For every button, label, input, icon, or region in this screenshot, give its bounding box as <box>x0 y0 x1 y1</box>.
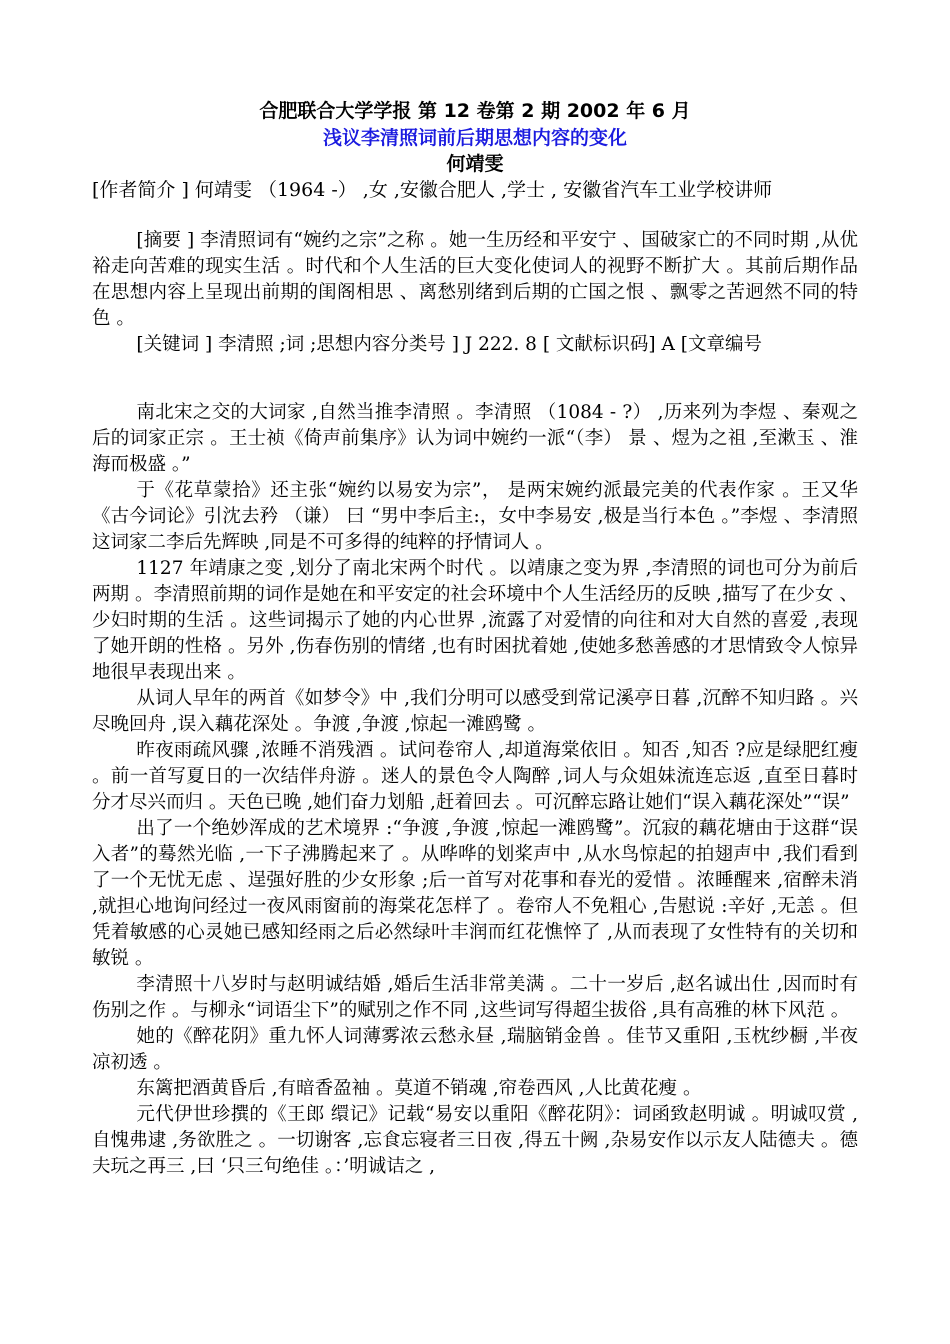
journal-header: 合肥联合大学学报 第 12 卷第 2 期 2002 年 6 月 <box>259 100 691 122</box>
body-paragraph-10: 元代伊世珍撰的《王郎 缳记》记载“易安以重阳《醉花阴》：词函致赵明诚 。明诚叹赏 ,自愧弗逮 ,务欲胜之 。一切谢客 ,忘食忘寝者三日夜 ,得五十阙 ,杂易安作以示友人陆德夫 。德夫玩之再三 ,曰 ‘只三句绝佳 。：’明诚诘之 , <box>92 1104 858 1177</box>
spacer <box>92 358 858 400</box>
body-paragraph-7: 李清照十八岁时与赵明诚结婚 ,婚后生活非常美满 。二十一岁后 ,赵名诚出仕 ,因而时有伤别之作 。与柳永“词语尘下”的赋别之作不同 ,这些词写得超尘拔俗 ,具有高雅的林下风范 。 <box>92 974 858 1021</box>
author-intro: [作者简介 ] 何靖雯 （1964 -） ,女 ,安徽合肥人 ,学士 , 安徽省汽车工业学校讲师 <box>92 179 773 201</box>
article-author: 何靖雯 <box>446 153 504 175</box>
body-paragraph-3: 1127 年靖康之变 ,划分了南北宋两个时代 。以靖康之变为界 ,李清照的词也可分为前后两期 。李清照前期的词作是她在和平安定的社会环境中个人生活经历的反映 ,描写了在少女 、少妇时期的生活 。这些词揭示了她的内心世界 ,流露了对爱情的向往和对大自然的喜爱 ,表现了她开朗的性格 。另外 ,伤春伤别的情绪 ,也有时困扰着她 ,使她多愁善感的才思情致令人惊异地很早表现出来 。 <box>92 558 858 683</box>
body-paragraph-8: 她的《醉花阴》重九怀人词薄雾浓云愁永昼 ,瑞脑销金兽 。佳节又重阳 ,玉枕纱橱 ,半夜凉初透 。 <box>92 1026 858 1073</box>
article-title: 浅议李清照词前后期思想内容的变化 <box>322 127 627 149</box>
abstract-paragraph: [摘要 ] 李清照词有“婉约之宗”之称 。她一生历经和平安宁 、国破家亡的不同时期 ,从优裕走向苦难的现实生活 。时代和个人生活的巨大变化使词人的视野不断扩大 。其前后期作品在思想内容上呈现出前期的闺阁相思 、离愁别绪到后期的亡国之恨 、飘零之苦迥然不同的特色 。 <box>92 230 858 329</box>
spacer <box>92 204 858 228</box>
body-paragraph-5: 昨夜雨疏风骤 ,浓睡不消残酒 。试问卷帘人 ,却道海棠依旧 。知否 ,知否 ?应是绿肥红瘦 。前一首写夏日的一次结伴舟游 。迷人的景色令人陶醉 ,词人与众姐妹流连忘返 ,直至日暮时分才尽兴而归 。天色已晚 ,她们奋力划船 ,赶着回去 。可沉醉忘路让她们“误入藕花深处”“误” <box>92 740 858 813</box>
keywords-paragraph: [关键词 ] 李清照 ;词 ;思想内容分类号 ] J 222. 8 [ 文献标识码] A [文章编号 <box>136 334 762 355</box>
body-paragraph-2: 于《花草蒙拾》还主张“婉约以易安为宗”， 是两宋婉约派最完美的代表作家 。王又华《古今词论》引沈去矜 （谦） 曰 “男中李后主:，女中李易安 ,极是当行本色 。”李煜 、李清照这词家二李后先辉映 ,同是不可多得的纯粹的抒情词人 。 <box>92 480 858 553</box>
body-paragraph-4: 从词人早年的两首《如梦令》中 ,我们分明可以感受到常记溪亭日暮 ,沉醉不知归路 。兴尽晚回舟 ,误入藕花深处 。争渡 ,争渡 ,惊起一滩鸥鹭 。 <box>92 688 858 735</box>
body-paragraph-6: 出了一个绝妙浑成的艺术境界 :“争渡 ,争渡 ,惊起一滩鸥鹭”。沉寂的藕花塘由于这群“误入者”的蓦然光临 ,一下子沸腾起来了 。从哗哗的划桨声中 ,从水鸟惊起的拍翅声中 ,我们看到了一个无忧无虑 、逞强好胜的少女形象 ;后一首写对花事和春光的爱惜 。浓睡醒来 ,宿醉未消 ,就担心地询问经过一夜风雨窗前的海棠花怎样了 。卷帘人不免粗心 ,告慰说 :辛好 ,无恙 。但凭着敏感的心灵她已感知经雨之后必然绿叶丰润而红花憔悴了 ,从而表现了女性特有的关切和敏锐 。 <box>92 818 858 969</box>
body-paragraph-1: 南北宋之交的大词家 ,自然当推李清照 。李清照 （1084 - ?） ,历来列为李煜 、秦观之后的词家正宗 。王士祯《倚声前集序》认为词中婉约一派“（李） 景 、煜为之祖 ,至漱玉 、淮海而极盛 。” <box>92 402 858 475</box>
body-paragraph-9: 东篱把酒黄昏后 ,有暗香盈袖 。莫道不销魂 ,帘卷西风 ,人比黄花瘦 。 <box>136 1078 702 1099</box>
document-page <box>92 98 858 1180</box>
